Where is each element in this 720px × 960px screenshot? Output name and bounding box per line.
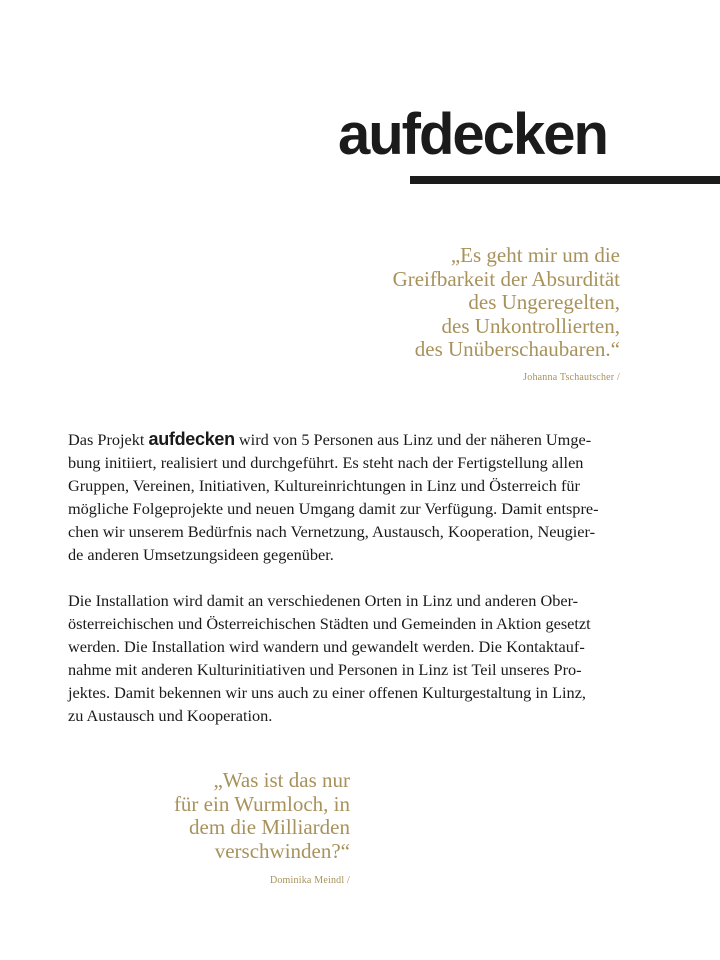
paragraph-intro-prefix: Das Projekt bbox=[68, 430, 149, 449]
paragraph-installation: Die Installation wird damit an verschiedenen Orten in Linz und anderen Ober- österreichischen und Österreichischen Städten und Gemeinden in Aktion gesetzt werden. Die Installation wird wandern und gewandelt werden. Die Kontaktauf- nahme mit anderen Kulturinitiativen und Personen in Linz ist Teil unseres Pro- jektes. Damit bekennen wir uns auch zu einer offenen Kulturgestaltung in Linz, zu Austausch und Kooperation. bbox=[68, 591, 591, 725]
quote-text: „Es geht mir um die Greifbarkeit der Absurdität des Ungeregelten, des Unkontrollierten, des Unüberschaubaren.“ bbox=[392, 243, 620, 361]
quote-johanna-tschautscher bbox=[300, 244, 620, 384]
inline-brand-name: aufdecken bbox=[148, 429, 235, 449]
aufdecken-logo: aufdecken bbox=[338, 102, 607, 167]
logo-underline-rule bbox=[410, 176, 720, 184]
quote-dominika-meindl bbox=[70, 769, 350, 887]
quote-author: Dominika Meindl / bbox=[269, 875, 350, 886]
quote-author: Johanna Tschautscher / bbox=[523, 371, 620, 383]
paragraph-intro bbox=[68, 428, 688, 566]
project-description bbox=[68, 428, 688, 727]
paragraph-intro-text: wird von 5 Personen aus Linz und der näheren Umge- bung initiiert, realisiert und durchgeführt. Es steht nach der Fertigstellung allen Gruppen, Vereinen, Initiativen, Kultureinrichtungen in Linz und Österreich für mögliche Folgeprojekte und neuen Umgang damit zur Verfügung. Damit entspre- chen wir unserem Bedürfnis nach Vernetzung, Austausch, Kooperation, Neugier- de anderen Umsetzungsideen gegenüber. bbox=[68, 430, 599, 564]
quote-text: „Was ist das nur für ein Wurmloch, in dem die Milliarden verschwinden?“ bbox=[173, 768, 350, 863]
